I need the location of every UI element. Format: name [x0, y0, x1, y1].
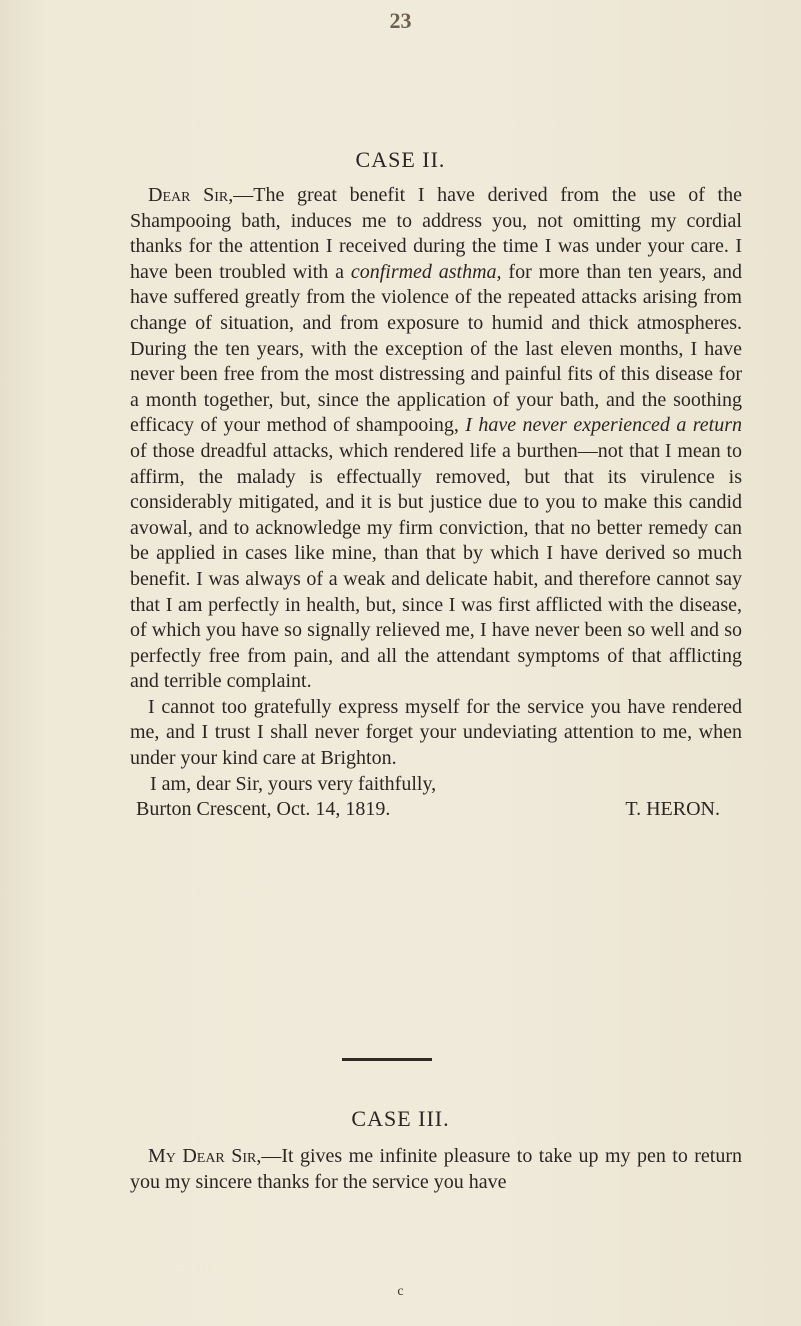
case-2-italic-asthma: confirmed asthma, — [350, 260, 502, 283]
case-2-text-b: for more than ten years, and have suffered greatly from the violence of the repeated attacks arising from change of situation, and from exposure to humid and thick atmospheres. During the ten years, with the exception of the last eleven months, I have never been free from the most distressing and painful fits of this disease for a month together, but, since the application of your bath, and the soothing efficacy of your method of shampooing, — [130, 260, 742, 437]
case-3-salutation: My Dear Sir, — [148, 1145, 262, 1167]
case-2-address-date: Burton Crescent, Oct. 14, 1819. — [136, 798, 391, 821]
case-2-letter — [130, 183, 742, 823]
case-2-signature-row — [130, 797, 742, 823]
case-2-paragraph-2: I cannot too gratefully express myself for the service you have rendered me, and I trust I shall never forget your undeviating attention to me, when under your kind care at Brighton. — [130, 695, 742, 770]
case-3-letter — [130, 1144, 742, 1195]
signature-mark: c — [397, 1284, 404, 1299]
case-2-signature: T. HERON. — [625, 798, 720, 821]
case-3-heading: CASE III. — [351, 1106, 450, 1131]
page-number: 23 — [389, 8, 412, 33]
case-2-italic-return: I have never experienced a return — [465, 414, 742, 437]
case-3-paragraph-1 — [130, 1144, 742, 1195]
case-2-heading: CASE II. — [355, 147, 446, 172]
case-2-salutation: Dear Sir, — [148, 184, 234, 206]
case-3-text: —It gives me infinite pleasure to take up my pen to return you my sincere thanks for the service you have — [130, 1145, 743, 1193]
case-2-text-c: of those dreadful attacks, which rendered life a burthen—not that I mean to affirm, the malady is effectually removed, but that its virulence is considerably mitigated, and it is but justice due to you to make this candid avowal, and to acknowledge my firm conviction, that no better remedy can be applied in cases like mine, than that by which I have derived so much benefit. I was always of a weak and delicate habit, and therefore cannot say that I am perfectly in health, but, since I was first afflicted with the disease, of which you have so signally relieved me, I have never been so well and so perfectly free from pain, and all the attendant symptoms of that afflicting and terrible complaint. — [130, 439, 742, 693]
case-2-paragraph-1 — [130, 183, 742, 695]
case-2-closing: I am, dear Sir, yours very faithfully, — [150, 772, 437, 795]
section-divider — [342, 1058, 432, 1061]
case-2-text-a: —The great benefit I have derived from the use of the Shampooing bath, induces me to address you, not omitting my cordial thanks for the attention I received during the time I was under your care. I have been troubled with a — [130, 184, 742, 283]
